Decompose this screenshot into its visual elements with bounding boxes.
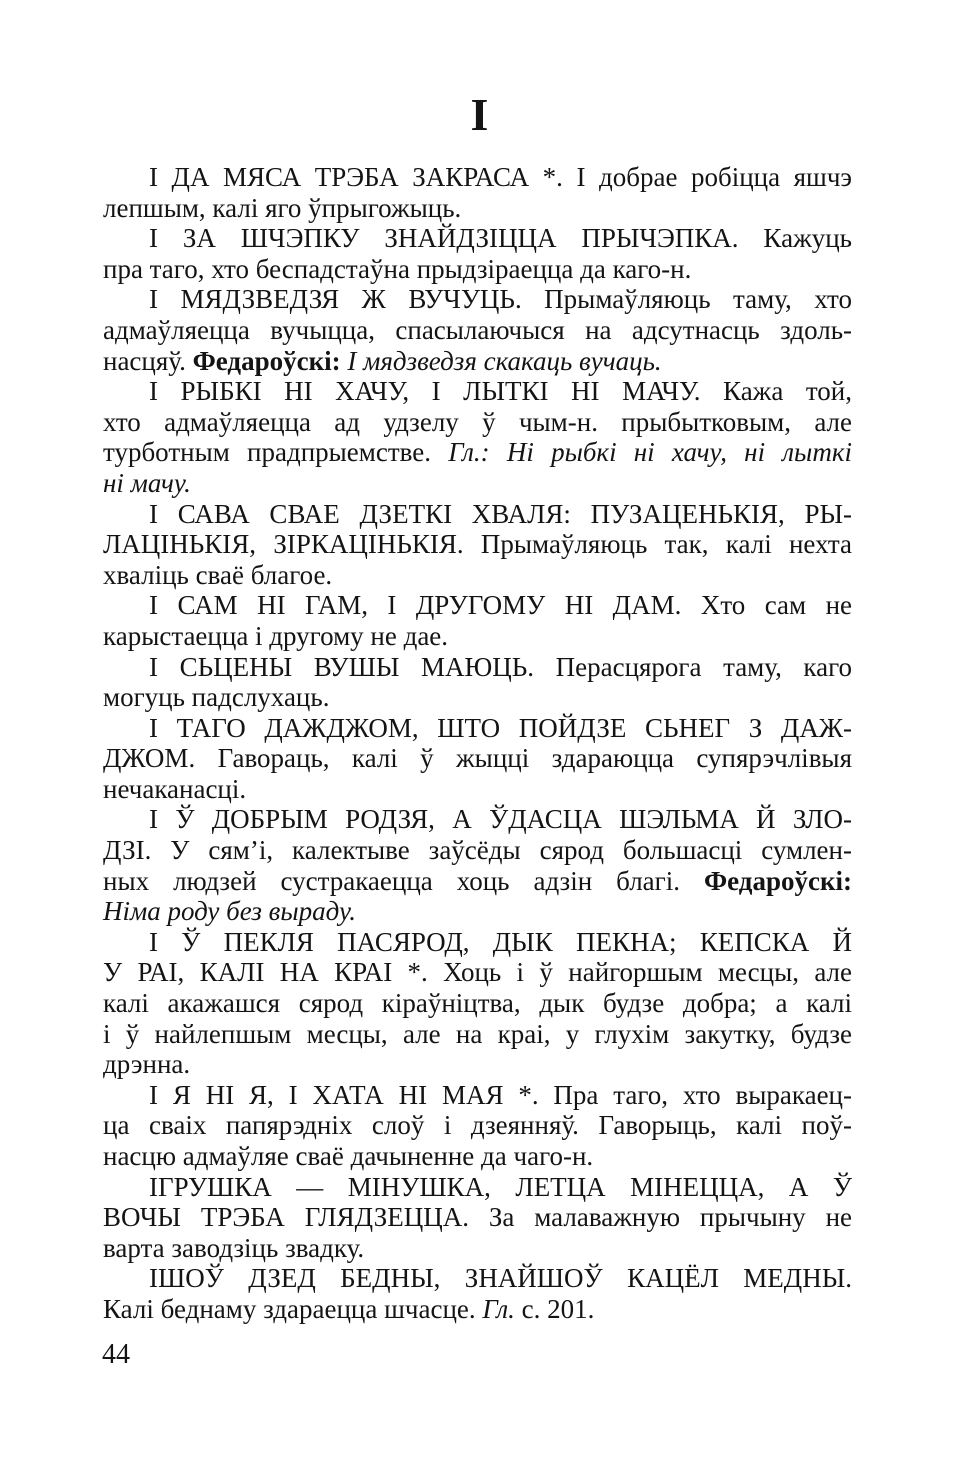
section-letter-heading: І	[470, 89, 490, 140]
text-line	[103, 1080, 852, 1111]
entry-text: нечаканасці.	[103, 773, 247, 804]
text-line	[103, 376, 852, 407]
text-line	[103, 957, 852, 988]
text-line	[103, 529, 852, 560]
entry-text: ца сваіх папярэдніх слоў і дзеянняў. Гаворыць, калі поў-	[103, 1110, 852, 1141]
entry-quote: Німа роду без выраду.	[103, 896, 356, 927]
entry-text: насцяў.	[103, 345, 193, 376]
entry-text: дрэнна.	[103, 1049, 191, 1080]
entry-text: У сям’і, калектыве заўсёды сярод большасці сумлен-	[151, 835, 852, 866]
text-line	[103, 254, 852, 285]
entry-text: лепшым, калі яго ўпрыгожыць.	[103, 192, 462, 223]
text-line	[103, 1019, 852, 1050]
text-line	[103, 927, 852, 958]
text-body	[103, 162, 852, 1325]
text-line	[103, 1294, 852, 1325]
entry-headword: І РЫБКІ НІ ХАЧУ, І ЛЫТКІ НІ МАЧУ.	[149, 376, 701, 407]
text-line	[103, 1172, 852, 1203]
text-line	[103, 560, 852, 591]
entry-source-name: Федароўскі:	[703, 865, 852, 896]
dictionary-entry	[103, 927, 852, 1080]
text-line	[103, 346, 852, 377]
text-line	[103, 988, 852, 1019]
dictionary-entry	[103, 590, 852, 651]
text-line	[103, 774, 852, 805]
entry-text: Прымаўляюць таму, хто	[521, 284, 852, 315]
entry-text: карыстаецца і другому не дае.	[103, 620, 449, 651]
entry-headword: ЛАЦІНЬКІЯ, ЗІРКАЦІНЬКІЯ.	[103, 529, 464, 560]
text-line	[103, 468, 852, 499]
entry-headword: У РАІ, КАЛІ НА КРАІ *.	[103, 957, 428, 988]
entry-text: хваліць сваё благое.	[103, 559, 333, 590]
entry-text: Калі беднаму здараецца шчасце.	[103, 1293, 483, 1324]
dictionary-entry	[103, 284, 852, 376]
entry-quote: І мядзведзя скакаць вучаць.	[340, 345, 662, 376]
entry-text: калі акажашся сярод кіраўніцтва, дык будзе добра; а калі	[103, 988, 852, 1019]
entry-text: І добрае робіцца яшчэ	[562, 162, 852, 192]
entry-headword: І ТАГО ДАЖДЖОМ, ШТО ПОЙДЗЕ СЬНЕГ З ДАЖ-	[149, 712, 852, 743]
text-line	[103, 1049, 852, 1080]
text-line	[103, 652, 852, 683]
text-line	[103, 1202, 852, 1233]
entry-headword: І Ў ПЕКЛЯ ПАСЯРОД, ДЫК ПЕКНА; КЕПСКА Й	[149, 926, 852, 957]
entry-headword: І Я НІ Я, І ХАТА НІ МАЯ *.	[149, 1079, 539, 1110]
entry-headword: І САВА СВАЕ ДЗЕТКІ ХВАЛЯ: ПУЗАЦЕНЬКІЯ, РЫ-	[149, 498, 852, 529]
entry-headword: І ЗА ШЧЭПКУ ЗНАЙДЗІЦЦА ПРЫЧЭПКА.	[149, 223, 739, 254]
text-line	[103, 835, 852, 866]
entry-text: Хто сам не	[681, 590, 853, 621]
dictionary-entry	[103, 804, 852, 926]
dictionary-entry	[103, 1263, 852, 1324]
dictionary-entry	[103, 499, 852, 591]
entry-headword: І МЯДЗВЕДЗЯ Ж ВУЧУЦЬ.	[149, 284, 522, 315]
text-line	[103, 1141, 852, 1172]
dictionary-entry	[103, 652, 852, 713]
dictionary-entry	[103, 223, 852, 284]
entry-text: турботным прадпрыемстве.	[103, 437, 449, 468]
entry-quote: Гл.: Ні рыбкі ні хачу, ні лыткі	[448, 437, 852, 468]
text-line	[103, 804, 852, 835]
entry-text: Хоць і ў найгоршым месцы, але	[427, 957, 853, 988]
text-line	[103, 223, 852, 254]
text-line	[103, 1263, 852, 1294]
entry-headword: І ДА МЯСА ТРЭБА ЗАКРАСА *.	[149, 162, 563, 192]
text-line	[103, 866, 852, 897]
entry-quote: Гл.	[482, 1293, 515, 1324]
dictionary-entry	[103, 162, 852, 223]
text-line	[103, 713, 852, 744]
text-line	[103, 896, 852, 927]
entry-headword: І СЬЦЕНЫ ВУШЫ МАЮЦЬ.	[149, 651, 535, 682]
entry-text: Прымаўляюць так, калі нехта	[463, 529, 852, 560]
entry-text: пра таго, хто беспадстаўна прыдзіраецца да каго-н.	[103, 253, 692, 284]
text-line	[103, 743, 852, 774]
entry-text: могуць падслухаць.	[103, 682, 330, 713]
entry-text: насцю адмаўляе сваё дачыненне да чаго-н.	[103, 1141, 594, 1171]
entry-text: адмаўляецца вучыцца, спасылаючыся на адсутнасць здоль-	[103, 314, 852, 345]
text-line	[103, 499, 852, 530]
entry-text: ных людзей сустракаецца хоць адзін благі.	[103, 865, 704, 896]
text-line	[103, 407, 852, 438]
entry-headword: ІГРУШКА — МІНУШКА, ЛЕТЦА МІНЕЦЦА, А Ў	[149, 1171, 852, 1202]
entry-text: Кажа той,	[700, 376, 853, 407]
page-number: 44	[102, 1339, 130, 1370]
text-line	[103, 315, 852, 346]
text-line	[103, 682, 852, 713]
entry-text: і ў найлепшым месцы, але на краі, у глухім закутку, будзе	[103, 1018, 852, 1049]
text-line	[103, 1110, 852, 1141]
entry-text: Перасцярога таму, каго	[534, 651, 852, 682]
dictionary-entry	[103, 713, 852, 805]
text-line	[103, 621, 852, 652]
entry-headword: ДЗІ.	[103, 835, 152, 866]
text-line	[103, 437, 852, 468]
entry-headword: ВОЧЫ ТРЭБА ГЛЯДЗЕЦЦА.	[103, 1202, 469, 1233]
text-line	[103, 590, 852, 621]
entry-source-name: Федароўскі:	[192, 345, 341, 376]
entry-text: Гавораць, калі ў жыцці здараюцца супярэчлівыя	[195, 743, 852, 774]
entry-text: Пра таго, хто выракаец-	[538, 1079, 852, 1110]
entry-headword: І САМ НІ ГАМ, І ДРУГОМУ НІ ДАМ.	[149, 590, 682, 621]
entry-text: варта заводзіць звадку.	[103, 1232, 365, 1263]
dictionary-entry	[103, 1080, 852, 1172]
dictionary-entry	[103, 376, 852, 498]
entry-headword: ІШОЎ ДЗЕД БЕДНЫ, ЗНАЙШОЎ КАЦЁЛ МЕДНЫ.	[149, 1263, 852, 1294]
entry-text: Кажуць	[738, 223, 852, 254]
entry-headword: І Ў ДОБРЫМ РОДЗЯ, А ЎДАСЦА ШЭЛЬМА Й ЗЛО-	[149, 804, 852, 835]
entry-text: За малаважную прычыну не	[468, 1202, 852, 1233]
entry-text: с. 201.	[514, 1293, 595, 1324]
entry-headword: ДЖОМ.	[103, 743, 196, 774]
entry-text: хто адмаўляецца ад удзелу ў чым-н. прыбытковым, але	[103, 406, 852, 437]
text-line	[103, 284, 852, 315]
text-line	[103, 162, 852, 193]
text-line	[103, 1233, 852, 1264]
text-line	[103, 193, 852, 224]
dictionary-entry	[103, 1172, 852, 1264]
entry-quote: ні мачу.	[103, 467, 191, 498]
